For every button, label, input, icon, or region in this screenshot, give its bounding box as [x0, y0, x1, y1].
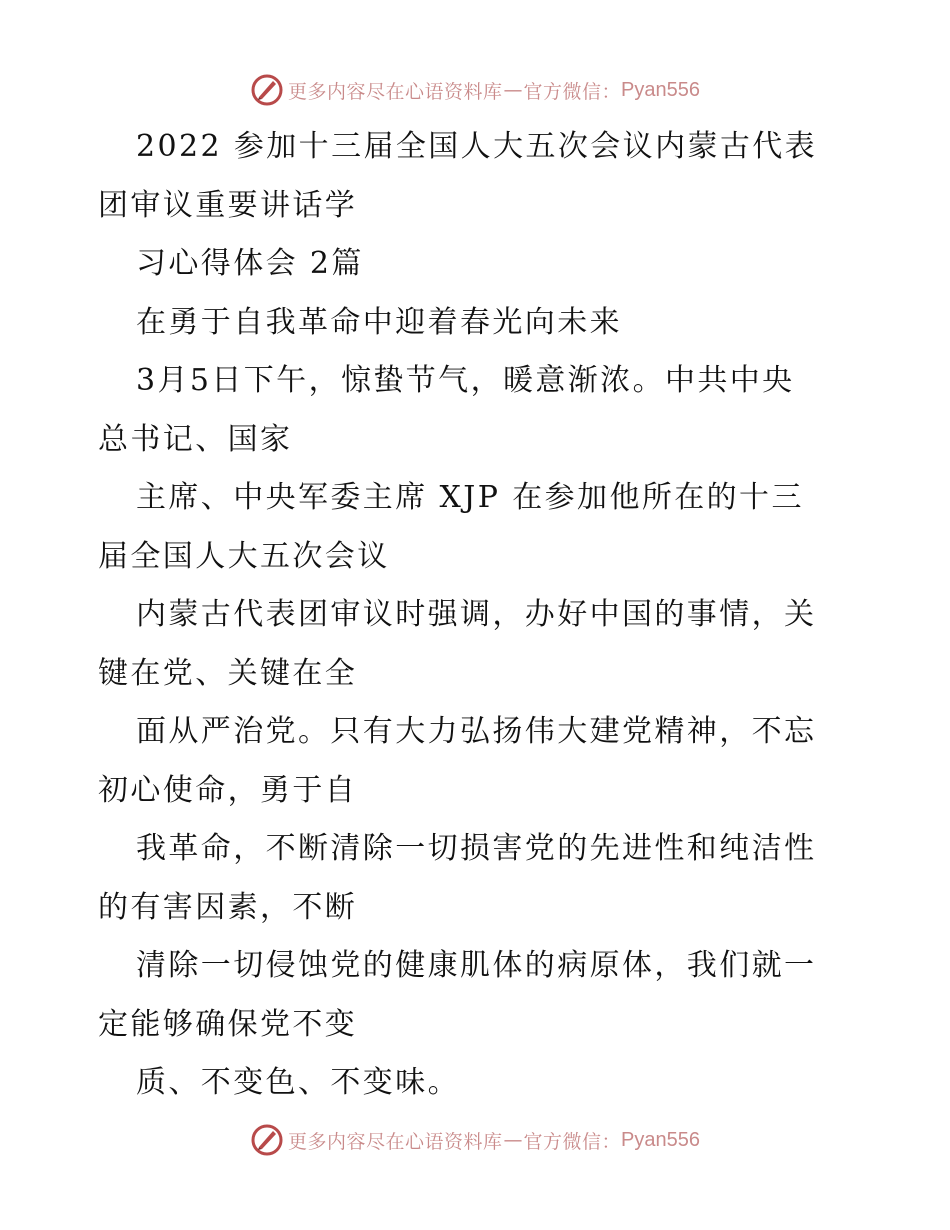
watermark-wechat-id: Pyan556 — [621, 1128, 700, 1151]
document-line: 内蒙古代表团审议时强调，办好中国的事情，关 — [136, 597, 817, 632]
footer-watermark — [0, 1120, 950, 1160]
document-line: 团审议重要讲话学 — [98, 187, 358, 223]
document-line: 定能够确保党不变 — [98, 1006, 358, 1042]
document-line: 键在党、关键在全 — [98, 655, 358, 691]
document-line: 届全国人大五次会议 — [98, 538, 390, 574]
watermark-label: 官方微信： — [523, 80, 622, 103]
watermark-separator: — — [503, 79, 523, 101]
document-line: 清除一切侵蚀党的健康肌体的病原体，我们就一 — [136, 948, 817, 983]
watermark-separator: — — [503, 1129, 523, 1151]
document-line: 我革命，不断清除一切损害党的先进性和纯洁性 — [136, 831, 817, 866]
document-line: 2022 参加十三届全国人大五次会议内蒙古代表 — [136, 129, 818, 164]
document-line: 总书记、国家 — [98, 421, 293, 457]
document-line: 初心使命，勇于自 — [98, 772, 358, 808]
document-line: 面从严治党。只有大力弘扬伟大建党精神，不忘 — [136, 714, 817, 749]
document-line: 在勇于自我革命中迎着春光向未来 — [136, 304, 622, 340]
document-body — [98, 118, 858, 1113]
watermark-label: 官方微信： — [523, 1130, 622, 1153]
quill-logo-icon — [250, 73, 284, 107]
watermark-wechat-id: Pyan556 — [621, 78, 700, 101]
document-line: 主席、中央军委主席 XJP 在参加他所在的十三 — [136, 480, 804, 515]
document-line: 质、不变色、不变味。 — [136, 1065, 460, 1100]
document-line: 3月5日下午，惊蛰节气，暖意渐浓。中共中央 — [136, 363, 795, 398]
header-watermark — [0, 70, 950, 110]
watermark-site-text: 更多内容尽在心语资料库 — [288, 1130, 503, 1153]
watermark-site-text: 更多内容尽在心语资料库 — [288, 80, 503, 103]
quill-logo-icon — [250, 1123, 284, 1157]
document-line: 的有害因素，不断 — [98, 889, 358, 925]
document-line: 习心得体会 2篇 — [136, 246, 364, 281]
